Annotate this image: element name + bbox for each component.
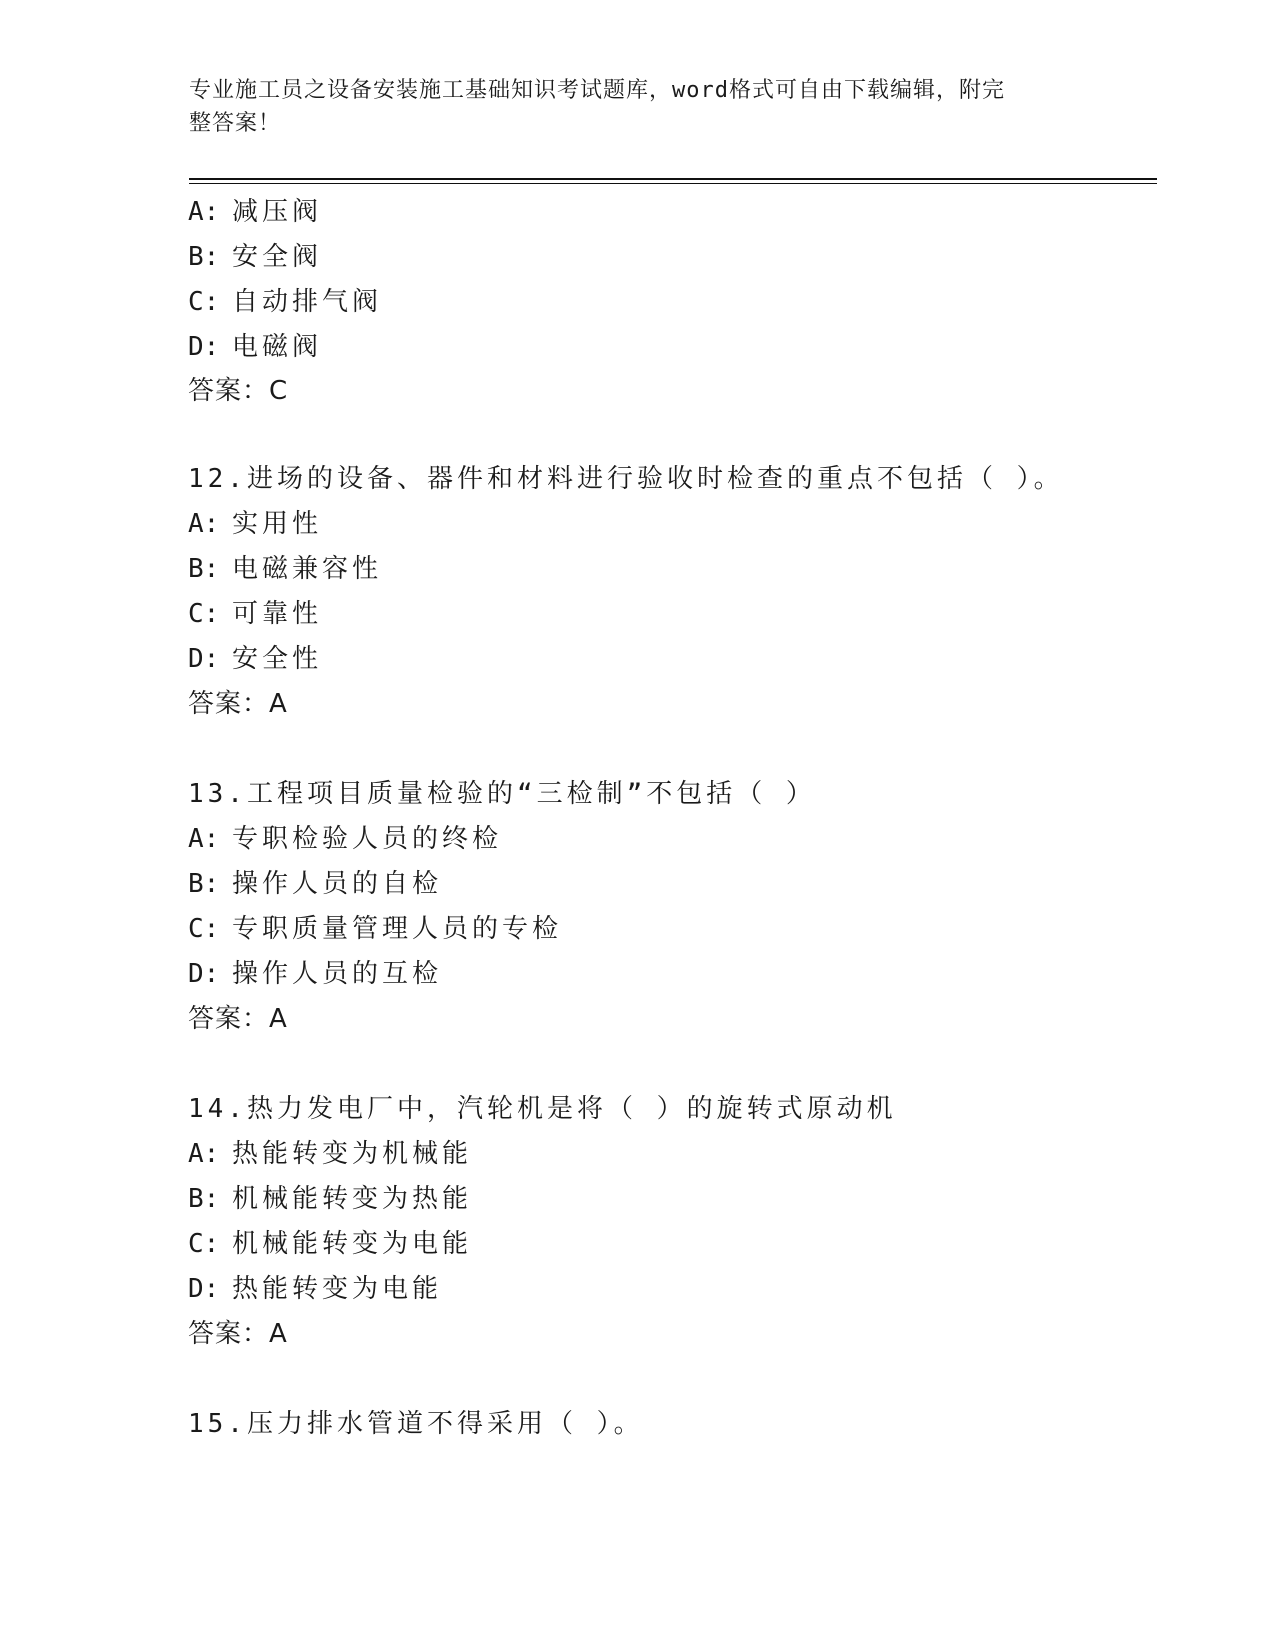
q14-option-a: A: 热能转变为机械能	[188, 1139, 473, 1169]
document-header	[189, 74, 1069, 140]
header-divider-thick	[189, 178, 1157, 180]
q11-option-a: A: 减压阀	[188, 197, 323, 227]
q11-option-c: C: 自动排气阀	[188, 287, 383, 317]
q12-option-a: A: 实用性	[188, 509, 323, 539]
q11-option-d: D: 电磁阀	[188, 332, 323, 362]
q12-option-b: B: 电磁兼容性	[188, 554, 383, 584]
q13-option-d: D: 操作人员的互检	[188, 959, 443, 989]
q12-answer: 答案：A	[188, 689, 288, 719]
q13-question: 13.工程项目质量检验的“三检制”不包括（ ）	[188, 779, 816, 809]
q11-option-b: B: 安全阀	[188, 242, 323, 272]
header-line-2: 整答案！	[189, 111, 282, 136]
q13-option-a: A: 专职检验人员的终检	[188, 824, 503, 854]
q13-answer: 答案：A	[188, 1004, 288, 1034]
q14-option-c: C: 机械能转变为电能	[188, 1229, 473, 1259]
q13-option-b: B: 操作人员的自检	[188, 869, 443, 899]
q12-option-c: C: 可靠性	[188, 599, 323, 629]
q15-question: 15.压力排水管道不得采用（ ）。	[188, 1409, 644, 1439]
q14-option-d: D: 热能转变为电能	[188, 1274, 443, 1304]
header-divider-thin	[189, 183, 1157, 184]
q14-option-b: B: 机械能转变为热能	[188, 1184, 473, 1214]
q12-question: 12.进场的设备、器件和材料进行验收时检查的重点不包括（ ）。	[188, 464, 1064, 494]
header-line-1: 专业施工员之设备安装施工基础知识考试题库，word格式可自由下载编辑，附完	[189, 78, 1005, 103]
q13-option-c: C: 专职质量管理人员的专检	[188, 914, 563, 944]
q12-option-d: D: 安全性	[188, 644, 323, 674]
q14-answer: 答案：A	[188, 1319, 288, 1349]
q11-answer: 答案：C	[188, 376, 289, 406]
q14-question: 14.热力发电厂中，汽轮机是将（ ）的旋转式原动机	[188, 1094, 897, 1124]
